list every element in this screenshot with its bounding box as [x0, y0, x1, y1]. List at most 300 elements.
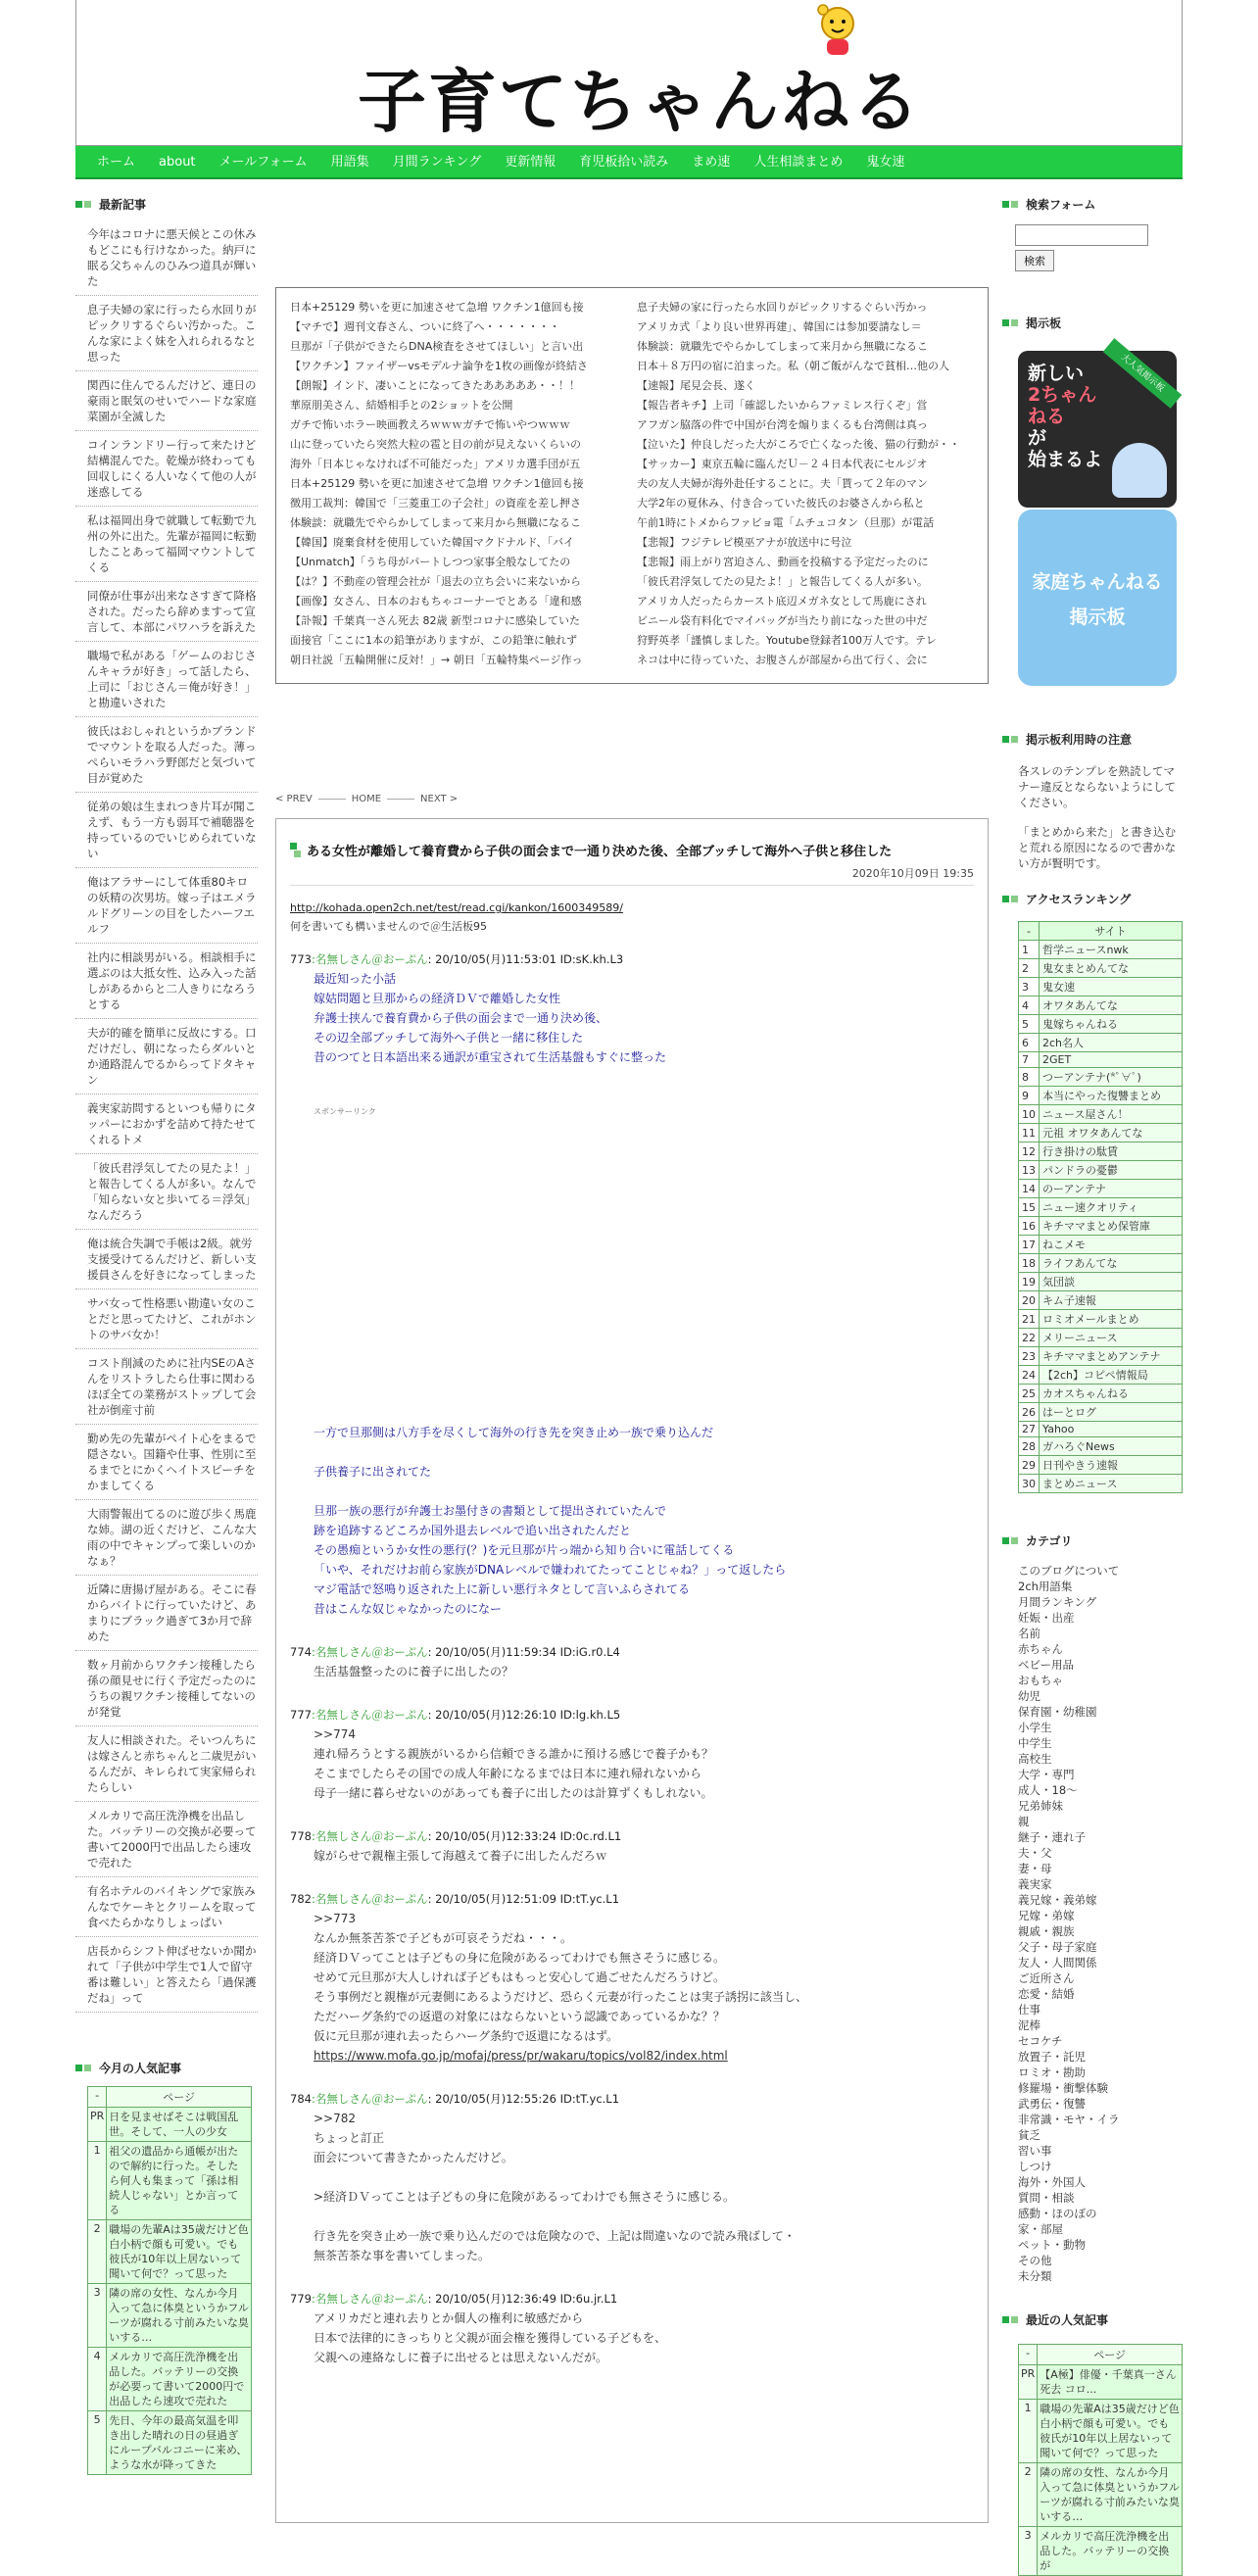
popular2-heading-label: 最近の人気記事	[1026, 2313, 1109, 2327]
banner-line: 掲示板	[1069, 607, 1126, 628]
notice-heading	[1002, 731, 1181, 748]
katei-channel-banner[interactable]	[1018, 510, 1177, 686]
category-link[interactable]: 友人・人間関係	[1018, 1956, 1097, 1969]
search-button[interactable]: 検索	[1015, 250, 1054, 271]
antenna-link[interactable]: 山に登っていたら突然大粒の雹と目の前が見えないくらいの	[290, 438, 581, 451]
ranking-number: 20	[1019, 1291, 1040, 1310]
category-link[interactable]: 中学生	[1018, 1736, 1052, 1750]
response-line: なんか無茶苦茶で子どもが可哀そうだね・・・。	[314, 1931, 573, 1945]
popular-link[interactable]: 隣の席の女性、なんか今月入って急に体臭というかフルーツが腐れる寸前みたいな臭いする…	[107, 2284, 252, 2348]
popular2-rank: 1	[1019, 2400, 1038, 2463]
next-link[interactable]: NEXT >	[420, 794, 459, 804]
antenna-link[interactable]: 大学2年の夏休み、付き合っていた彼氏のお婆さんから私と	[637, 497, 925, 510]
ranking-number: 16	[1019, 1217, 1040, 1236]
popular-heading-label: 今月の人気記事	[99, 2062, 182, 2075]
ranking-number: 1	[1019, 941, 1040, 959]
recent-article-link[interactable]: 従弟の娘は生まれつき片耳が聞こえず、もう一方も弱耳で補聴器を持っているのでいじめられていない	[75, 793, 258, 868]
ranking-site-link[interactable]: 本当にやった復讐まとめ	[1040, 1087, 1183, 1105]
response-line: 日本で法律的にきっちりと父親が面会権を獲得している子どもを、	[314, 2331, 667, 2345]
ranking-site-link[interactable]: 日刊やきう速報	[1040, 1456, 1183, 1475]
antenna-link[interactable]: 【報告者キチ】上司「確認したいからファミレス行くぞ」営	[637, 399, 928, 412]
response-line: 嫁がらせで親権主張して海越えて養子に出したんだろｗ	[314, 1849, 607, 1863]
ranking-row	[1019, 1403, 1183, 1422]
ranking-site-link[interactable]: パンドラの憂鬱	[1040, 1161, 1183, 1180]
ranking-row	[1019, 1254, 1183, 1273]
category-link[interactable]: 貧乏	[1018, 2128, 1040, 2142]
recent-heading	[75, 196, 258, 213]
category-link[interactable]: 親戚・親族	[1018, 1924, 1075, 1938]
ranking-number: 11	[1019, 1124, 1040, 1142]
popular-link[interactable]: 日を見ませばそこは戦国乱世。そして、一人の少女	[107, 2108, 252, 2142]
category-link[interactable]: 海外・外国人	[1018, 2175, 1086, 2189]
search-heading-label: 検索フォーム	[1026, 198, 1096, 212]
ranking-site-link[interactable]: ねこメモ	[1040, 1236, 1183, 1254]
category-heading	[1002, 1532, 1181, 1549]
response-line: そう事例だと親権が元妻側にあるようだけど、恐らく元妻が行ったことは実子誘拐に該当し、	[314, 1990, 808, 2004]
recent-article-link[interactable]: 今年はコロナに悪天候とこの休みもどこにも行けなかった。納戸に眠る父ちゃんのひみつ道具が輝いた	[75, 220, 258, 296]
category-link[interactable]: 泥棒	[1018, 2018, 1040, 2032]
category-link[interactable]: 仕事	[1018, 2003, 1040, 2017]
recent-article-link[interactable]: 数ヶ月前からワクチン接種したら孫の顔見せに行く予定だったのにうちの親ワクチン接種してないのが発覚	[75, 1651, 258, 1726]
antenna-link[interactable]: ガチで怖いホラー映画教えろｗｗｗガチで怖いやつｗｗｗ	[290, 418, 570, 431]
antenna-link[interactable]: 体験談：就職先でやらかしてしまって来月から無職になるこ	[637, 340, 928, 353]
antenna-link[interactable]: 徴用工裁判：韓国で「三菱重工の子会社」の資産を差し押さ	[290, 497, 581, 510]
ranking-site-link[interactable]: 行き掛けの駄賃	[1040, 1142, 1183, 1161]
ranking-number: 22	[1019, 1329, 1040, 1347]
heading-square-icon	[1011, 201, 1018, 208]
antenna-link[interactable]: 日本+25129 勢いを更に加速させて急増 ワクチン1億回も接	[290, 301, 584, 314]
popular-row	[88, 2284, 252, 2348]
popular-rank: PR	[88, 2108, 107, 2142]
recent-article-link[interactable]: 俺はアラサーにして体重80キロの妖精の次男坊。嫁っ子はエメラルドグリーンの目をしたハーフエルフ	[75, 868, 258, 944]
response	[290, 2091, 974, 2265]
ranking-site-link[interactable]: ロミオメールまとめ	[1040, 1310, 1183, 1329]
pager-divider	[387, 799, 414, 800]
response-line: 弁護士挟んで養育費から子供の面会まで一通り決め後、	[314, 1011, 608, 1025]
ranking-number: 27	[1019, 1422, 1040, 1437]
antenna-link[interactable]: アフガン脇落の件で中国が台湾を煽りまくるも台湾側は真っ	[637, 418, 928, 431]
ranking-site-link[interactable]: 2ch名人	[1040, 1034, 1183, 1052]
recent-article-link[interactable]: 大雨警報出てるのに遊び歩く馬鹿な姉。湖の近くだけど、こんな大雨の中でキャンプって楽しいのかなぁ？	[75, 1500, 258, 1576]
antenna-link[interactable]: 【速報】尾見会長、遂く	[637, 379, 755, 392]
category-link[interactable]: 妊娠・出産	[1018, 1611, 1075, 1625]
popular-col-n: -	[88, 2087, 107, 2108]
banner-line: 家庭ちゃんねる	[1032, 571, 1163, 593]
popular2-rank: 3	[1019, 2527, 1038, 2576]
response	[290, 1707, 974, 1803]
ranking-site-link[interactable]: ライフあんてな	[1040, 1254, 1183, 1273]
category-link[interactable]: このブログについて	[1018, 1564, 1120, 1578]
response-body	[290, 2309, 974, 2367]
ranking-site-link[interactable]: まとめニュース	[1040, 1475, 1183, 1493]
banner-line: 始まるよ	[1028, 449, 1103, 470]
ranking-row	[1019, 1273, 1183, 1291]
popular2-link[interactable]: 隣の席の女性、なんか今月入って急に体臭というかフルーツが腐れる寸前みたいな臭いする…	[1038, 2463, 1183, 2527]
response	[290, 1891, 974, 2066]
bbs-heading	[1002, 315, 1181, 331]
antenna-link[interactable]: 【サッカー】東京五輪に臨んだＵ－２４日本代表にセルジオ	[637, 458, 928, 470]
antenna-link[interactable]: 体験談：就職先でやらかしてしまって来月から無職になるこ	[290, 516, 581, 529]
ranking-row	[1019, 1217, 1183, 1236]
antenna-link[interactable]: 面接官「ここに1本の鉛筆がありますが、この鉛筆に触れず	[290, 634, 577, 647]
ranking-number: 9	[1019, 1087, 1040, 1105]
response-line: 仮に元旦那が連れ去ったらハーグ条約で返還になるはず。	[314, 2029, 619, 2043]
recent-article-link[interactable]: 有名ホテルのバイキングで家族みんなでケーキとクリームを取って食べたらかなりしょっぱい	[75, 1877, 258, 1937]
heading-square-icon	[75, 2065, 82, 2071]
category-link[interactable]: 夫・父	[1018, 1846, 1052, 1860]
ranking-site-link[interactable]: つーアンテナ(*ﾟ∀ﾟ)	[1040, 1068, 1183, 1087]
category-link[interactable]: 放置子・託児	[1018, 2050, 1086, 2064]
category-link[interactable]: 未分類	[1018, 2269, 1052, 2283]
nav-item[interactable]: 月間ランキング	[392, 155, 482, 170]
popular-link[interactable]: 祖父の遺品から通帳が出たので解約に行った。そしたら何人も集まって「孫は相続人じゃない」とか言ってる	[107, 2142, 252, 2220]
category-link[interactable]: 成人・18～	[1018, 1783, 1078, 1797]
antenna-link[interactable]: 息子夫婦の家に行ったら水回りがピックリするぐらい汚かっ	[637, 301, 928, 314]
response-name: :名無しさん＠おーぷん	[311, 2292, 428, 2306]
antenna-link[interactable]: 【画像】女さん、日本のおもちゃコーナーでとある「違和感	[290, 595, 582, 608]
category-link[interactable]: 非常識・モヤ・イラ	[1018, 2113, 1120, 2126]
ranking-site-link[interactable]: 2GET	[1040, 1052, 1183, 1068]
nav-item[interactable]: 用語集	[330, 155, 369, 170]
response-line: 跡を追跡するどころか国外退去レベルで追い出されたんだと	[314, 1524, 632, 1537]
ranking-row	[1019, 1456, 1183, 1475]
recent-article-link[interactable]: 息子夫婦の家に行ったら水回りがピックリするぐらい汚かった。こんな家によく妹を入れられるなと思った	[75, 296, 258, 371]
response-line: 昔はこんな奴じゃなかったのになー	[314, 1602, 503, 1616]
heading-square-icon	[1011, 319, 1018, 326]
response-line: 面会について書きたかったんだけど。	[314, 2151, 513, 2164]
right-sidebar	[1002, 196, 1181, 2576]
popular2-link[interactable]: 【A極】俳優・千葉真一さん死去 コロ...	[1038, 2365, 1183, 2400]
antenna-link[interactable]: 【ワクチン】ファイザーvsモデルナ論争を1枚の画像が終結さ	[290, 360, 588, 372]
popular2-link[interactable]: 職場の先輩Aは35歳だけど色白小柄で顔も可愛い。でも彼氏が10年以上居ないって聞いて何で？って思った	[1038, 2400, 1183, 2463]
category-link[interactable]: 家・部屋	[1018, 2222, 1063, 2236]
popular-link[interactable]: メルカリで高圧洗浄機を出品した。バッテリーの交換が必要って書いて2000円で出品したら速攻で売れた	[107, 2348, 252, 2411]
ranking-site-link[interactable]: 鬼嫁ちゃんねる	[1040, 1015, 1183, 1034]
antenna-link[interactable]: 海外「日本じゃなければ不可能だった」アメリカ選手団が五	[290, 458, 581, 470]
ranking-site-link[interactable]: ニュー速クオリティ	[1040, 1198, 1183, 1217]
category-link[interactable]: 義兄嫁・義弟嫁	[1018, 1893, 1097, 1907]
nav-item[interactable]: about	[159, 155, 196, 170]
heading-square-icon	[1011, 2316, 1018, 2323]
banner-text	[1028, 363, 1106, 470]
antenna-link[interactable]: 【泣いた】仲良しだった大がころで亡くなった後、猫の行動が・・	[637, 438, 960, 451]
antenna-link[interactable]: 旦那が「子供ができたらDNA検査をさせてほしい」と言い出	[290, 340, 584, 353]
popular2-row	[1019, 2527, 1183, 2576]
ranking-row	[1019, 1291, 1183, 1310]
category-link[interactable]: ベビー用品	[1018, 1658, 1075, 1672]
popular2-row	[1019, 2463, 1183, 2527]
prev-link[interactable]: < PREV	[275, 794, 313, 804]
antenna-link[interactable]: アメリカ式「より良い世界再建」、韓国には参加要請なし＝	[637, 320, 922, 333]
category-link[interactable]: 兄弟姉妹	[1018, 1799, 1063, 1813]
antenna-link[interactable]: 【悲報】雨上がり宮迫さん、動画を投稿する予定だったのに	[637, 556, 929, 568]
response-line: 「いや、それだけお前ら家族がDNAレベルで嫌われてたってことじゃね？」って返したら	[314, 1563, 787, 1577]
nav-item[interactable]: 人生相談まとめ	[753, 155, 844, 170]
ranking-number: 26	[1019, 1403, 1040, 1422]
antenna-link[interactable]: 日本＋８万円の宿に泊まった。私（朝ご飯がんなで貧相…他の人	[637, 360, 949, 372]
heading-square-icon	[84, 201, 91, 208]
response-number: 779	[290, 2292, 312, 2306]
ranking-site-link[interactable]: 哲学ニュースnwk	[1040, 941, 1183, 959]
ranking-site-link[interactable]: キチママまとめアンテナ	[1040, 1347, 1183, 1366]
source-thread-name: 何を書いても構いませんので＠生活板95	[290, 920, 487, 933]
recent-article-link[interactable]: 社内に相談男がいる。相談相手に選ぶのは大抵女性、込み入った話しがあるからと二人きりになろうとする	[75, 944, 258, 1019]
category-link[interactable]: 感動・ほのぼの	[1018, 2207, 1097, 2220]
response-body	[290, 1846, 974, 1866]
response-meta: : 20/10/05(月)11:59:34 ID:iG.r0.L4	[427, 1645, 620, 1659]
ranking-site-link[interactable]: メリーニュース	[1040, 1329, 1183, 1347]
recent-article-link[interactable]: 彼氏はおしゃれというかブランドでマウントを取る人だった。薄っぺらいモラハラ野郎だと気づいて目が覚めた	[75, 717, 258, 793]
ranking-site-link[interactable]: 鬼女まとめんてな	[1040, 959, 1183, 978]
antenna-link[interactable]: 【Unmatch】「うち母がパートしつつ家事全般なしてたの	[290, 556, 571, 568]
response-name: :名無しさん＠おーぷん	[311, 1829, 428, 1843]
category-link[interactable]: 恋愛・結婚	[1018, 1987, 1075, 2001]
response-line: 父親への連絡なしに養子に出せるとは思えないんだが。	[314, 2351, 608, 2364]
category-link[interactable]: 2ch用語集	[1018, 1580, 1073, 1593]
response-line: ただハーグ条約での返還の対象にはならないという認識であっているかな？？	[314, 2010, 725, 2023]
ranking-site-link[interactable]: キム子速報	[1040, 1291, 1183, 1310]
category-link[interactable]: 武勇伝・復讐	[1018, 2097, 1086, 2111]
popular-link[interactable]: 先日、今年の最高気温を叩き出した晴れの日の昼過ぎにループバルコニーに来め、ような水が降ってきた	[107, 2411, 252, 2475]
ranking-row	[1019, 1329, 1183, 1347]
ranking-site-link[interactable]: ガハろぐNews	[1040, 1437, 1183, 1456]
ranking-row	[1019, 1437, 1183, 1456]
ranking-site-link[interactable]: ニュース屋さん！	[1040, 1105, 1183, 1124]
antenna-link[interactable]: 【朗報】インド、凄いことになってきたあああああ・・！！	[290, 379, 581, 392]
category-link[interactable]: 幼児	[1018, 1689, 1040, 1703]
response-header	[290, 1828, 974, 1844]
recent-article-link[interactable]: 義実家訪問するといつも帰りにタッパーにおかずを詰めて持たせてくれるトメ	[75, 1094, 258, 1154]
response-line: 最近知った小話	[314, 972, 397, 986]
ranking-number: 19	[1019, 1273, 1040, 1291]
response-body	[290, 1725, 974, 1803]
ranking-row	[1019, 1124, 1183, 1142]
response-line: >>782	[314, 2112, 357, 2125]
nav-item[interactable]: 育児板拾い読み	[579, 155, 669, 170]
response-line: 嫁姑問題と旦那からの経済ＤＶで離婚した女性	[314, 992, 561, 1005]
ranking-number: 8	[1019, 1068, 1040, 1087]
category-link[interactable]: しつけ	[1018, 2160, 1052, 2173]
ranking-row	[1019, 941, 1183, 959]
nav-item[interactable]: 鬼女速	[866, 155, 905, 170]
response-number: 782	[290, 1892, 312, 1906]
response-line: 昔のつてと日本語出来る通訳が重宝されて生活基盤もすぐに整った	[314, 1050, 667, 1064]
antenna-link[interactable]: 【韓国】廃棄食材を使用していた韓国マクドナルド、「バイ	[290, 536, 574, 549]
ranking-row	[1019, 1105, 1183, 1124]
recent-heading-label: 最新記事	[99, 198, 147, 212]
response-number: 773	[290, 952, 312, 966]
response-line: そこまでしたらその国での成人年齢になるまでは日本に連れ帰れないから	[314, 1767, 702, 1780]
antenna-col-left	[290, 298, 627, 683]
site-logo[interactable]: 子育てちゃんねる	[358, 61, 922, 142]
ranking-site-link[interactable]: Yahoo	[1040, 1422, 1183, 1437]
ranking-site-link[interactable]: 【2ch】コピペ情報局	[1040, 1366, 1183, 1385]
category-link[interactable]: 習い事	[1018, 2144, 1052, 2158]
ranking-site-link[interactable]: 鬼女速	[1040, 978, 1183, 996]
popular-rank: 1	[88, 2142, 107, 2220]
response-line: >>774	[314, 1727, 357, 1741]
response-header	[290, 2091, 974, 2107]
response-name: :名無しさん＠おーぷん	[311, 2092, 428, 2106]
new-2ch-banner[interactable]	[1018, 351, 1177, 508]
ranking-site-link[interactable]: はーとログ	[1040, 1403, 1183, 1422]
recent-article-link[interactable]: 夫が的確を簡単に反故にする。口だけだし、朝になったらダルいとか通路混んでるからってドタキャン	[75, 1019, 258, 1094]
recent-article-link[interactable]: 「彼氏君浮気してたの見たよ！」と報告してくる人が多い。なんで「知らない女と歩いてる＝浮気」なんだろう	[75, 1154, 258, 1230]
ranking-number: 17	[1019, 1236, 1040, 1254]
ad-space	[290, 1117, 974, 1421]
category-link[interactable]: ロミオ・勘助	[1018, 2066, 1086, 2079]
category-link[interactable]: 赤ちゃん	[1018, 1642, 1063, 1656]
search-input[interactable]	[1015, 224, 1148, 246]
ranking-row	[1019, 1180, 1183, 1198]
article-title-text: ある女性が離婚して養育費から子供の面会まで一通り決めた後、全部ブッチして海外へ子供と移住した	[307, 845, 893, 859]
ranking-site-link[interactable]: のーアンテナ	[1040, 1180, 1183, 1198]
category-link[interactable]: 月間ランキング	[1018, 1595, 1097, 1609]
ranking-number: 21	[1019, 1310, 1040, 1329]
response-number: 778	[290, 1829, 312, 1843]
reference-link[interactable]: https://www.mofa.go.jp/mofaj/press/pr/wakaru/topics/vol82/index.html	[314, 2049, 728, 2063]
banner-line: 新しい	[1028, 363, 1085, 384]
ranking-site-link[interactable]: カオスちゃんねる	[1040, 1385, 1183, 1403]
response-number: 774	[290, 1645, 312, 1659]
popular2-col-n: -	[1019, 2345, 1038, 2365]
category-link[interactable]: おもちゃ	[1018, 1674, 1063, 1687]
nav-item[interactable]: まめ速	[692, 155, 731, 170]
recent-article-link[interactable]: サバ女って性格悪い勘違い女のことだと思ってたけど、これがホントのサバ女か！	[75, 1289, 258, 1349]
heading-square-icon	[1002, 896, 1009, 902]
popular-link[interactable]: 職場の先輩Aは35歳だけど色白小柄で顔も可愛い。でも彼氏が10年以上居ないって聞いて何で？って思った	[107, 2220, 252, 2284]
response-line: その辺全部ブッチして海外へ子供と一緒に移住した	[314, 1031, 584, 1045]
popular-table	[87, 2086, 252, 2475]
notice-paragraph: 「まとめから来た」と書き込むと荒れる原因になるので書かない方が賢明です。	[1018, 825, 1176, 870]
antenna-link[interactable]: 夫の友人夫婦が海外赴任することに。夫「貰って２年のマン	[637, 477, 928, 490]
article-title	[290, 841, 974, 859]
category-link[interactable]: 大学・専門	[1018, 1768, 1075, 1781]
antenna-link[interactable]: アメリカ人だったらカースト底辺メガネ女として馬鹿にされ	[637, 595, 927, 608]
antenna-link[interactable]: 華原朋美さん、結婚相手との2ショットを公開	[290, 399, 513, 412]
recent-article-link[interactable]: 近隣に唐揚げ屋がある。そこに春からバイトに行っていたけど、あまりにブラック過ぎて3か月で辞めた	[75, 1576, 258, 1651]
category-link[interactable]: 継子・連れ子	[1018, 1830, 1086, 1844]
category-link[interactable]: 親	[1018, 1815, 1030, 1828]
ranking-row	[1019, 959, 1183, 978]
category-link[interactable]: その他	[1018, 2254, 1052, 2267]
ranking-number: 12	[1019, 1142, 1040, 1161]
antenna-link[interactable]: 午前1時にトメからファビョ電「ムチュコタン（旦那）が電話	[637, 516, 935, 529]
response-header	[290, 951, 974, 967]
ranking-row	[1019, 1422, 1183, 1437]
ranking-row	[1019, 1347, 1183, 1366]
antenna-link[interactable]: 【は？】不動産の管理会社が「退去の立ち会いに来ないから	[290, 575, 581, 588]
category-link[interactable]: 質問・相談	[1018, 2191, 1075, 2205]
recent-article-link[interactable]: 勤め先の先輩がペイト心をまるで隠さない。国籍や仕事、性別に至るまでとにかくヘイトスピーチをかましてくる	[75, 1425, 258, 1500]
response-body	[290, 1909, 974, 2066]
antenna-link[interactable]: 日本+25129 勢いを更に加速させて急増 ワクチン1億回も接	[290, 477, 584, 490]
antenna-link[interactable]: 朝日社説「五輪開催に反対！」→ 朝日「五輪特集ページ作っ	[290, 654, 583, 666]
nav-item[interactable]: ホーム	[97, 155, 136, 170]
category-list	[1018, 1563, 1181, 2284]
antenna-link[interactable]: 狩野英孝「謹慎しました。Youtube登録者100万人です。テレ	[637, 634, 937, 647]
category-link[interactable]: ペット・動物	[1018, 2238, 1086, 2252]
response-header	[290, 1707, 974, 1723]
popular2-col-page: ページ	[1038, 2345, 1183, 2365]
ranking-site-link[interactable]: 気団談	[1040, 1273, 1183, 1291]
category-link[interactable]: 父子・母子家庭	[1018, 1940, 1097, 1954]
response-list	[290, 951, 974, 2367]
category-link[interactable]: 義実家	[1018, 1877, 1052, 1891]
category-link[interactable]: 妻・母	[1018, 1862, 1052, 1875]
recent-article-link[interactable]: 同僚が仕事が出来なさすぎて降格された。だったら辞めますって宣言して、本部にパワハラを訴えた	[75, 582, 258, 642]
source-link[interactable]: http://kohada.open2ch.net/test/read.cgi/kankon/1600349589/	[290, 901, 623, 914]
recent-article-link[interactable]: コインランドリー行って来たけど結構混んでた。乾燥が終わっても回収しにくる人いなくて他の人が迷惑してる	[75, 431, 258, 507]
ranking-site-link[interactable]: 元祖 オワタあんてな	[1040, 1124, 1183, 1142]
category-link[interactable]: 名前	[1018, 1627, 1040, 1640]
ranking-row	[1019, 1198, 1183, 1217]
popular2-link[interactable]: メルカリで高圧洗浄機を出品した。バッテリーの交換が	[1038, 2527, 1183, 2576]
home-link[interactable]: HOME	[351, 794, 382, 804]
category-link[interactable]: 高校生	[1018, 1752, 1052, 1766]
ranking-site-link[interactable]: キチママまとめ保管庫	[1040, 1217, 1183, 1236]
response-line: 連れ帰ろうとする親族がいるから信頼できる誰かに預ける感じで養子かも？	[314, 1747, 714, 1761]
category-link[interactable]: ご近所さん	[1018, 1971, 1075, 1985]
ranking-site-link[interactable]: オワタあんてな	[1040, 996, 1183, 1015]
ranking-row	[1019, 1034, 1183, 1052]
category-link[interactable]: 保育園・幼稚園	[1018, 1705, 1097, 1719]
ranking-row	[1019, 1236, 1183, 1254]
notice-heading-label: 掲示板利用時の注意	[1026, 733, 1133, 747]
recent-article-link[interactable]: 友人に相談された。そいつんちには嫁さんと赤ちゃんと二歳児がいるんだが、キレられて実家帰られたらしい	[75, 1726, 258, 1802]
ranking-row	[1019, 1052, 1183, 1068]
antenna-link[interactable]: 「彼氏君浮気してたの見たよ！」と報告してくる人が多い。	[637, 575, 928, 588]
recent-article-link[interactable]: 職場で私がある「ゲームのおじさんキャラが好き」って話したら、上司に「おじさん＝俺が好き！」と勘違いされた	[75, 642, 258, 717]
recent-article-link[interactable]: 俺は統合失調で手帳は2級。就労支援受けてるんだけど、新しい支援員さんを好きになってしまった	[75, 1230, 258, 1289]
category-link[interactable]: 兄嫁・弟嫁	[1018, 1909, 1075, 1922]
category-link[interactable]: 小学生	[1018, 1721, 1052, 1734]
ranking-number: 3	[1019, 978, 1040, 996]
ranking-row	[1019, 996, 1183, 1015]
category-link[interactable]: 修羅場・衝撃体験	[1018, 2081, 1108, 2095]
category-link[interactable]: セコケチ	[1018, 2034, 1063, 2048]
recent-article-link[interactable]: 関西に住んでるんだけど、連日の豪雨と眠気のせいでハードな家庭菜園が全滅した	[75, 371, 258, 431]
nav-item[interactable]: 更新情報	[505, 155, 556, 170]
response-line: 無茶苦茶な事を書いてしまった。	[314, 2249, 491, 2262]
antenna-link[interactable]: ネコは中に待っていた、お腹さんが部屋から出て行く、会に	[637, 654, 928, 666]
response-line: その愚痴というか女性の悪行(？)を元旦那が片っ端から知り合いに電話してくる	[314, 1543, 735, 1557]
antenna-link[interactable]: 【悲報】フジテレビ模巫アナが放送中に号泣	[637, 536, 852, 549]
response-line: 経済ＤＶってことは子どもの身に危険があるってわけでも無さそうに感じる。	[314, 1951, 726, 1965]
response-line	[314, 1442, 974, 1462]
response-line: せめて元旦那が大人しければ子どもはもっと安心して過ごせたんだろうけど。	[314, 1970, 726, 1984]
response-line	[314, 2167, 974, 2187]
antenna-col-right	[637, 298, 974, 683]
article	[275, 818, 989, 2523]
antenna-link[interactable]: 【マチで】週刊文春さん、ついに終了へ・・・・・・・	[290, 320, 560, 333]
site-header	[75, 0, 1183, 146]
nav-item[interactable]: メールフォーム	[218, 155, 308, 170]
response-line: >経済ＤＶってことは子どもの身に危険があるってわけでも無さそうに感じる。	[314, 2190, 736, 2204]
recent-article-link[interactable]: コスト削減のために社内SEのAさんをリストラしたら仕事に関わるほぼ全ての業務がストップして会社が倒産寸前	[75, 1349, 258, 1425]
heading-square-icon	[1002, 2316, 1009, 2323]
ranking-number: 4	[1019, 996, 1040, 1015]
ranking-row	[1019, 1385, 1183, 1403]
recent-article-link[interactable]: 私は福岡出身で就職して転勤で九州の外に出た。先輩が福岡に転勤したことあって福岡マウントしてくる	[75, 507, 258, 582]
response-line: 母子一緒に暮らせないのがあっても養子に出したのは計算ずくもしれない。	[314, 1786, 713, 1800]
antenna-link[interactable]: ビニール袋有料化でマイバッグが当たり前になった世の中だ	[637, 614, 928, 627]
recent-article-link[interactable]: 店長からシフト伸ばせないか聞かれて「子供が中学生で1人で留守番は難しい」と答えたら「過保護だね」って	[75, 1937, 258, 2013]
recent-article-link[interactable]: メルカリで高圧洗浄機を出品した。バッテリーの交換が必要って書いて2000円で出品したら速攻で売れた	[75, 1802, 258, 1877]
response-number: 777	[290, 1708, 312, 1722]
response-header	[290, 2291, 974, 2307]
antenna-link[interactable]: 【訃報】千葉真一さん死去 82歳 新型コロナに感染していた	[290, 614, 580, 627]
